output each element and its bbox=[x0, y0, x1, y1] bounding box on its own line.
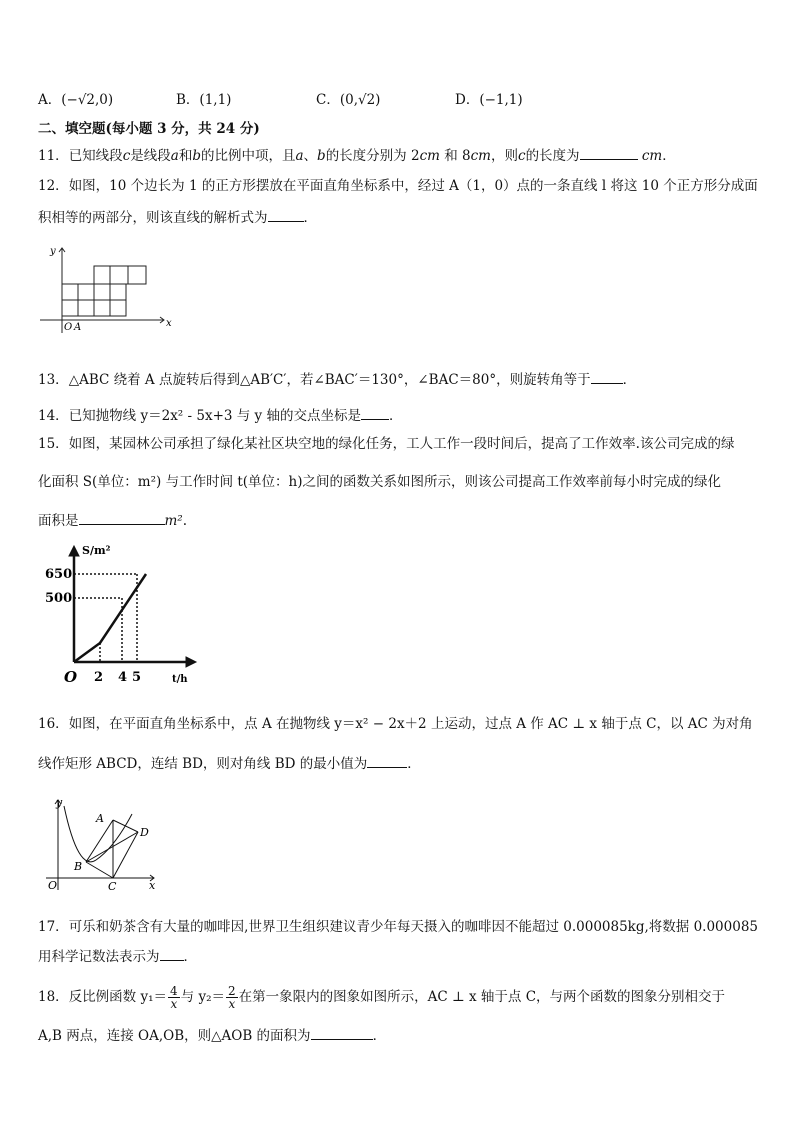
question-16-line1: 16．如图，在平面直角坐标系中，点 A 在抛物线 y＝x² − 2x＋2 上运动，过点 A 作 AC ⊥ x 轴于点 C，以 AC 为对角 bbox=[38, 716, 753, 732]
question-17-line2: 用科学记数法表示为 ． bbox=[38, 949, 197, 965]
x-tick-label: 2 bbox=[94, 670, 104, 685]
figure-12-grid bbox=[36, 238, 176, 338]
origin-label: O bbox=[48, 879, 58, 892]
y-tick-label: 650 bbox=[45, 567, 73, 582]
y-axis-label: S/m² bbox=[82, 544, 111, 557]
answer-blank[interactable] bbox=[268, 209, 304, 222]
point-a-label: A bbox=[74, 322, 82, 333]
x-axis-label: t/h bbox=[172, 674, 188, 685]
section-heading: 二、填空题(每小题 3 分，共 24 分) bbox=[38, 121, 260, 137]
answer-blank[interactable] bbox=[591, 371, 623, 384]
option-a: A．(−√2,0) bbox=[38, 92, 114, 108]
figure-16-graph bbox=[36, 794, 166, 894]
y-tick-label: 500 bbox=[45, 591, 73, 606]
y-axis-label: y bbox=[56, 796, 63, 809]
origin-label: O bbox=[64, 322, 73, 333]
fraction-2-over-x: $\frac{2}{x}$ bbox=[228, 984, 236, 1011]
x-axis-label: x bbox=[166, 318, 172, 329]
question-11: 11．已知线段c是线段a和b的比例中项，且a、b的长度分别为 2cm 和 8cm，则c的长度为 cm． bbox=[38, 148, 676, 164]
question-15-line3: 面积是 m². bbox=[38, 513, 188, 529]
figure-15-graph bbox=[40, 542, 200, 692]
point-c-label: C bbox=[108, 880, 117, 893]
answer-blank[interactable] bbox=[160, 948, 184, 961]
point-a-label: A bbox=[96, 812, 104, 825]
question-15-line1: 15．如图，某园林公司承担了绿化某社区块空地的绿化任务，工人工作一段时间后，提高了工作效率.该公司完成的绿 bbox=[38, 436, 735, 452]
question-15-line2: 化面积 S(单位：m²) 与工作时间 t(单位：h)之间的函数关系如图所示，则该公司提高工作效率前每小时完成的绿化 bbox=[38, 474, 722, 490]
question-14: 14．已知抛物线 y＝2x² - 5x+3 与 y 轴的交点坐标是 ． bbox=[38, 408, 403, 424]
question-12-line2: 积相等的两部分，则该直线的解析式为 ． bbox=[38, 210, 317, 226]
point-d-label: D bbox=[140, 826, 149, 839]
option-b: B．(1,1) bbox=[176, 92, 232, 108]
x-tick-label: 4 bbox=[118, 670, 128, 685]
answer-blank[interactable] bbox=[361, 407, 389, 420]
question-16-line2: 线作矩形 ABCD，连结 BD，则对角线 BD 的最小值为 ． bbox=[38, 756, 421, 772]
point-b-label: B bbox=[74, 860, 83, 873]
answer-blank[interactable] bbox=[311, 1027, 373, 1040]
option-c: C．(0,√2) bbox=[316, 92, 381, 108]
question-18-line1: 18．反比例函数 y₁＝ $\frac{4}{x}$ 与 y₂＝ $\frac{2}{x}$ 在第一象限内的图象如图所示，AC ⊥ x 轴于点 C，与两个函数的图象分别相交于 bbox=[38, 984, 726, 1011]
question-12-line1: 12．如图，10 个边长为 1 的正方形摆放在平面直角坐标系中，经过 A（1，0）点的一条直线 l 将这 10 个正方形分成面 bbox=[38, 178, 758, 194]
answer-blank[interactable] bbox=[580, 147, 638, 160]
question-17-line1: 17．可乐和奶茶含有大量的咖啡因,世界卫生组织建议青少年每天摄入的咖啡因不能超过 0.000085kg,将数据 0.000085 bbox=[38, 919, 759, 935]
origin-label: O bbox=[64, 668, 78, 686]
x-axis-label: x bbox=[149, 879, 156, 892]
answer-blank[interactable] bbox=[79, 512, 165, 525]
question-13: 13．△ABC 绕着 A 点旋转后得到△AB′C′，若∠BAC′＝130°，∠BAC＝80°，则旋转角等于 ． bbox=[38, 372, 637, 388]
x-tick-label: 5 bbox=[132, 670, 142, 685]
answer-blank[interactable] bbox=[367, 755, 407, 768]
option-d: D．(−1,1) bbox=[455, 92, 523, 108]
fraction-4-over-x: $\frac{4}{x}$ bbox=[170, 984, 178, 1011]
y-axis-label: y bbox=[50, 246, 56, 257]
question-18-line2: A,B 两点，连接 OA,OB，则△AOB 的面积为 ． bbox=[38, 1028, 387, 1044]
